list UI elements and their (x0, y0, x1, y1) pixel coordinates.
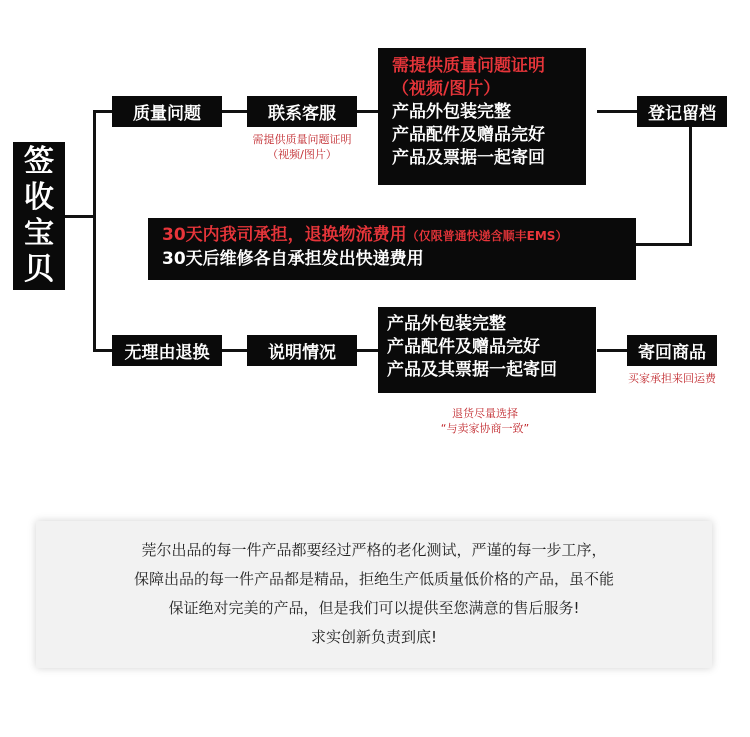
connector-to-quality (93, 110, 113, 113)
start-char: 宝 (24, 216, 54, 251)
connector-register-down (689, 125, 692, 246)
connector-start-trunk (65, 215, 95, 218)
return-req-line: 产品配件及赠品完好 (387, 337, 540, 357)
no-reason-return-node: 无理由退换 (112, 335, 222, 366)
connector-quality-contact (222, 110, 247, 113)
register-record-node: 登记留档 (637, 96, 727, 127)
logistics-policy-node (148, 218, 636, 280)
connector-req-sendback (597, 349, 627, 352)
connector-req-register (597, 110, 637, 113)
quality-requirements-node (378, 48, 586, 185)
panel-line: 求实创新负责到底! (310, 628, 437, 646)
send-back-node: 寄回商品 (627, 335, 717, 366)
return-note (400, 406, 570, 436)
panel-line: 保证绝对完美的产品，但是我们可以提供至您满意的售后服务! (168, 599, 580, 617)
send-back-note: 买家承担来回运费 (628, 372, 716, 385)
connector-vertical-trunk (93, 110, 96, 352)
service-promise-panel (36, 521, 712, 668)
return-requirements-node (378, 307, 596, 393)
contact-note-line: （视频/图片） (267, 148, 337, 161)
contact-note (228, 132, 376, 162)
req-line: 产品及票据一起寄回 (392, 148, 545, 168)
explain-situation-node: 说明情况 (247, 335, 357, 366)
policy-line-2: 30天后维修各自承担发出快递费用 (162, 249, 424, 269)
req-title-line: 需提供质量问题证明 (392, 56, 545, 76)
req-title-line: （视频/图片） (392, 79, 501, 99)
connector-register-middle (636, 243, 692, 246)
panel-line: 莞尔出品的每一件产品都要经过严格的老化测试，严谨的每一步工序， (141, 541, 607, 559)
start-node-sign-receipt (13, 142, 65, 290)
start-char: 收 (24, 180, 54, 215)
panel-line: 保障出品的每一件产品都是精品，拒绝生产低质量低价格的产品，虽不能 (133, 570, 614, 588)
quality-issue-node: 质量问题 (112, 96, 222, 127)
connector-noreason-explain (222, 349, 247, 352)
return-req-line: 产品外包装完整 (387, 314, 506, 334)
contact-service-node: 联系客服 (247, 96, 357, 127)
start-char: 签 (24, 144, 54, 179)
connector-contact-req (356, 110, 378, 113)
return-note-line: “与卖家协商一致” (440, 422, 530, 435)
connector-to-no-reason (93, 349, 113, 352)
start-char: 贝 (24, 252, 54, 287)
policy-line-1 (162, 224, 636, 248)
contact-note-line: 需提供质量问题证明 (252, 133, 352, 146)
policy-main: 30天内我司承担，退换物流费用 (162, 225, 407, 245)
return-req-line: 产品及其票据一起寄回 (387, 360, 557, 380)
return-note-line: 退货尽量选择 (452, 407, 518, 420)
connector-explain-req (356, 349, 378, 352)
req-line: 产品外包装完整 (392, 102, 511, 122)
req-line: 产品配件及赠品完好 (392, 125, 545, 145)
policy-sub: （仅限普通快递含顺丰EMS） (406, 229, 568, 243)
